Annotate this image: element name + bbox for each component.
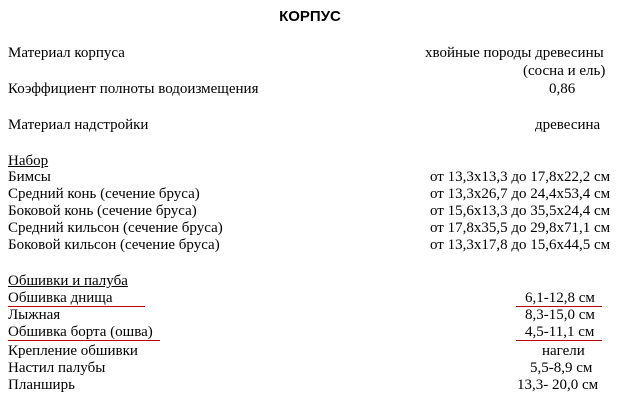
- framing-label: Средний конь (сечение бруса): [8, 186, 200, 202]
- framing-label: Боковой конь (сечение бруса): [8, 203, 197, 219]
- side-planking-value-highlight: [516, 340, 602, 341]
- planking-value: 8,3-15,0 см: [525, 307, 595, 323]
- planking-value: 5,5-8,9 см: [530, 360, 593, 376]
- planking-row: [8, 323, 612, 341]
- displacement-coefficient-label: Коэффициент полноты водоизмещения: [8, 81, 259, 97]
- planking-row: [8, 342, 612, 360]
- framing-value: от 13,3х13,3 до 17,8х22,2 см: [430, 169, 611, 185]
- framing-value: от 17,8х35,5 до 29,8х71,1 см: [430, 220, 611, 236]
- framing-heading: Набор: [8, 153, 49, 169]
- framing-row: [8, 168, 612, 186]
- planking-value: 6,1-12,8 см: [525, 290, 595, 306]
- framing-row: [8, 236, 612, 254]
- superstructure-material-value: древесина: [535, 117, 601, 133]
- side-planking-label-highlight: [8, 340, 160, 341]
- planking-label: Настил палубы: [8, 360, 106, 376]
- planking-value: 4,5-11,1 см: [525, 324, 595, 340]
- planking-value: нагели: [542, 343, 585, 359]
- framing-row: [8, 185, 612, 203]
- planking-label: Крепление обшивки: [8, 343, 138, 359]
- framing-value: от 13,3х26,7 до 24,4х53,4 см: [430, 186, 611, 202]
- framing-value: от 13,3х17,8 до 15,6х44,5 см: [430, 237, 611, 253]
- displacement-coefficient-value: 0,86: [549, 81, 576, 97]
- planking-label: Планширь: [8, 377, 75, 393]
- framing-label: Боковой кильсон (сечение бруса): [8, 237, 220, 253]
- planking-label: Обшивка днища: [8, 290, 113, 306]
- hull-material-value: хвойные породы древесины: [425, 45, 604, 61]
- planking-row: [8, 289, 612, 307]
- hull-material-label: Материал корпуса: [8, 45, 125, 61]
- planking-label: Обшивка борта (ошва): [8, 324, 153, 340]
- superstructure-material-row: [8, 116, 612, 134]
- planking-row: [8, 359, 612, 377]
- hull-material-value-2: (сосна и ель): [523, 63, 606, 79]
- bottom-planking-value-highlight: [516, 306, 602, 307]
- planking-row: [8, 306, 612, 324]
- planking-row: [8, 376, 612, 394]
- framing-value: от 15,6х13,3 до 35,5х24,4 см: [430, 203, 611, 219]
- hull-material-row: [8, 44, 612, 62]
- page-title: КОРПУС: [279, 8, 341, 25]
- displacement-coefficient-row: [8, 80, 612, 98]
- framing-label: Средний кильсон (сечение бруса): [8, 220, 223, 236]
- framing-row: [8, 202, 612, 220]
- bottom-planking-label-highlight: [8, 306, 145, 307]
- framing-row: [8, 219, 612, 237]
- planking-value: 13,3- 20,0 см: [517, 377, 599, 393]
- superstructure-material-label: Материал надстройки: [8, 117, 149, 133]
- framing-label: Бимсы: [8, 169, 51, 185]
- planking-heading: Обшивки и палуба: [8, 273, 128, 289]
- planking-label: Лыжная: [8, 307, 61, 323]
- hull-material-row-2: [8, 62, 612, 80]
- planking-heading-row: [8, 272, 612, 290]
